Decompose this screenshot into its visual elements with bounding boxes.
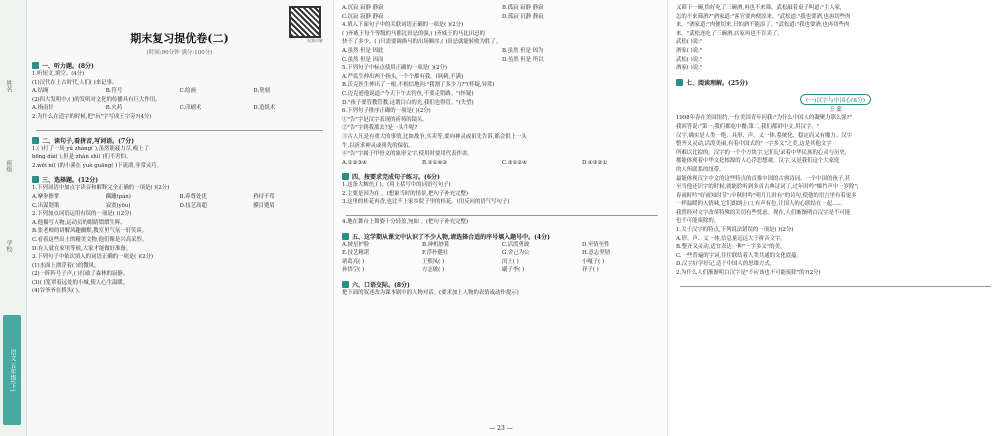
question-line: 1.下列词语中加点字读音和解释完全正确的一项是( )(2分) — [32, 185, 170, 192]
section-pinyin: 二、读句子,看拼音,写词语。(7分) — [32, 136, 327, 145]
question-line: D.汉字好学好记,适于中国人的思维方式。 — [676, 261, 776, 268]
question-line: C.一些普遍的字词,往往联结着人类共通的文化底蕴。 — [676, 252, 802, 259]
option-row: 诸葛亮( ) 王熙凤( ) 闰土( ) 小嘎子( ) — [342, 258, 605, 265]
question-line: B.沃克医生伸出了一根,不相信地问:"我割了多少刀?"(怀疑,异常) — [342, 82, 495, 89]
section-marker-icon — [342, 173, 349, 180]
option-row: C.出谋划策 寂寞(yōu) D.技艺高超 膜目蹙眉 — [32, 202, 275, 209]
question-line: B.张老师的讲解风趣幽默,教室里气氛一轩笑谈。 — [32, 228, 148, 235]
question-line: 4.填入下面句子中的关联词语正确的一项是( )(2分) — [342, 22, 464, 29]
grade-tag: 语文 五年级(下) — [3, 315, 21, 425]
qr-caption: 视频讲解 — [307, 38, 323, 43]
question-line: 2.wēi ní( )的小溪在 yuè guāng( )下流淌,非常灵巧。 — [32, 162, 163, 169]
question-line: 6.下列句子排序正确的一项是( )(2分) — [342, 108, 431, 115]
dialog-line[interactable]: 武松( )说:" — [676, 56, 703, 63]
question-line: 5.下列句子中标点使用正确的一项是( )(2分) — [342, 65, 447, 72]
reading-title: (一)汉字与中国心(8分) — [676, 87, 995, 106]
passage-line: 1998年春在美国纽约,一位美国青年问我:"为什么中国人的凝聚力那么强?" — [676, 115, 853, 122]
passage-line: 所难以比拟的。汉字的一个个方块字,它们记录着中华民族的心灵与历史, — [676, 149, 847, 156]
question-line: C.迈克逊他说道:"今天下午去钓鱼,不要走错路。"(怀疑) — [342, 90, 474, 97]
option-row: A.虽然 但是 因此 B.虽然 但是 因为 — [342, 47, 544, 54]
side-binding-strip — [0, 0, 27, 436]
page-number: — 23 — — [489, 425, 513, 432]
side-label-class: 班级 — [5, 160, 12, 172]
question-line: 2.主要是因为在 。(想象当时的情景,把句子补充完整) — [342, 190, 468, 197]
question-line: (2)四大发明中,( )的发明对文化的传播具有巨大作用。 — [32, 96, 161, 103]
answer-line[interactable] — [346, 207, 658, 216]
section-marker-icon — [342, 281, 349, 288]
author: 王 蒙 — [829, 106, 842, 113]
side-label-name: 姓名 — [5, 80, 12, 92]
question-line: C.看着这些出土的精美文物,他们像是兴高采烈。 — [32, 236, 148, 243]
question-line: 把下面的叙述改为课本剧中的人物对话。(要求加上人物的表情或动作提示) — [342, 290, 519, 297]
answer-line[interactable] — [680, 278, 991, 287]
page-left — [0, 0, 333, 436]
question-line: 快不了多少。( )只需要调换马的出场顺序,( )田忌就能转败为胜了。 — [342, 39, 502, 46]
question-line: A.严监生伸出两个指头,一个个都有我。(讽刺,不满) — [342, 73, 464, 80]
option-row: A.指南针 B.火药 C.印刷术 D.造纸术 — [32, 105, 276, 112]
question-line: 1.听短文,填空。(4分) — [32, 71, 85, 77]
question-line: B.整齐又灵动,适宜表达一种"一字多义"的美。 — [676, 244, 786, 251]
page-middle — [333, 0, 668, 436]
question-line: A.他描写人物,运动员的眼睛熠熠生辉。 — [32, 219, 126, 226]
question-line: 1.( )打了一场 yǔ zhàng( ),虽然筋疲力尽,瘦上了 — [32, 145, 149, 152]
question-line: A.形、声、义一体,信息量远远大于拼音文字。 — [676, 235, 786, 242]
question-line: 4.地在舞台上舞姿十分轻盈,宛如 。(把句子补充完整) — [342, 219, 468, 226]
option-row: C.沉寂 寂静 静寂 D.孤寂 沉静 静寂 — [342, 13, 544, 20]
passage-line: 汉字,确实是人类一绝。具形、声、义一体,系统化、稳定而又有魔力。汉字 — [676, 132, 852, 139]
question-line: (1)水面上漂浮着( )的微风。 — [32, 262, 100, 269]
section-marker-icon — [676, 79, 683, 86]
section-listening: 一、听力题。(8分) — [32, 61, 327, 70]
option-row: A.结绳 B.符号 C.绘画 D.契刻 — [32, 88, 270, 95]
question-line: ③古人凡是有重大的事情,比如战争,买卖等,要向神灵或祖先告诉,都会供上一头 — [342, 133, 527, 140]
question-line: 牛,以祈求神灵或祖先的保佑。 — [342, 142, 414, 149]
passage-line: 一样温暖的人情味,它们朗朗上口,有声有色,让国人的心联结在一起...... — [676, 201, 843, 208]
section-marker-icon — [342, 233, 349, 240]
question-line: D."孩子要管教管教,这谓白白的光,我们也得管。"(失望) — [342, 99, 474, 106]
section-marker-icon — [32, 137, 39, 144]
section-marker-icon — [32, 176, 39, 183]
side-label-school: 学校 — [5, 240, 12, 252]
question-line: 3.这里的桂花再香,也比不上家乡院子里的桂花。(用反问的语气写句子) — [342, 199, 510, 206]
dialog-line[interactable]: 酒家( )说:" — [676, 47, 703, 54]
section-speaking: 六、口语交际。(8分) — [342, 280, 662, 289]
section-choice: 三、选择题。(12分) — [32, 175, 327, 184]
question-line: 1.这条大鲸鱼,( )。(用上括号中的词语写句子) — [342, 182, 451, 189]
question-line: D.有人就在家里等候,大家才能做好准备。 — [32, 245, 132, 252]
passage-line: 来。"酒家道:"肉便切来,只怕酒不能添了。"武松道:"我也要酒,也再切些肉 — [676, 22, 850, 29]
dialog-line[interactable]: 武松( )说:" — [676, 39, 703, 46]
passage-line: 至当他还识字的时候,就能聆听到多首古典诗词了,过年时吟"爆竹声中一岁除"; — [676, 184, 859, 191]
passage-line: 又筛下一碗,恰好吃了三碗酒,再也不来筛。武松敲着桌子叫道:"主人家, — [676, 5, 842, 11]
option-row: A.①②③④ B.②①④③ C.③①②④ D.④③②① — [342, 159, 608, 166]
option-row: E.技艺精湛 F.浮朴健壮 G.舍己为公 H.意志坚韧 — [342, 250, 610, 257]
question-line: ( )齐威王每个等级的马都比田忌的强,( )齐威王的马比田忌的 — [342, 30, 485, 37]
question-line: ①"告"字是汉字表现的祈祷的镜头。 — [342, 116, 428, 123]
passage-line: 我回答说:"第一,我们都吃中餐;第二,我们都讲中文,用汉字。" — [676, 123, 820, 130]
question-line: ②"告"字到我那去?是一头牛呢? — [342, 125, 418, 132]
passage-line: 的人所联系的纽带。 — [676, 166, 725, 173]
question-line: 1.关于汉字的特点,下列说法错误的一项是( )(2分) — [676, 227, 794, 234]
passage-line: 我曾经对文字改革特殊的关切有些忧虑。现在,人们渐渐明白汉字是不可能 — [676, 209, 851, 216]
option-row: A.沉寂 寂静 静寂 B.孤寂 寂静 静寂 — [342, 5, 544, 11]
question-line: ④"告"字属于甲骨文的象形文字,使用时要用代表作讲。 — [342, 151, 473, 158]
passage-line: 怎的不来筛酒?"酒家道:"客官要肉便添来。"武松道:"我也要酒,也再切些肉 — [676, 13, 851, 20]
question-line: (1)汉代在上古时代,人们( )来记事。 — [32, 79, 118, 86]
section-sentences: 四、按要求完成句子练习。(6分) — [342, 172, 662, 181]
question-line: (2)一阵阵号子声,( )打破了森林的寂静。 — [32, 271, 129, 278]
page-right — [667, 0, 1000, 436]
option-row: C.虽然 但是 因而 D.虽然 但是 所以 — [342, 56, 544, 63]
question-line: bēng dài( ),但是 zhàn shì( )们不害怕。 — [32, 154, 132, 161]
option-row: A.摩拳擦掌 蹒跚(pán) B.养尊处优 矜持不苟 — [32, 193, 275, 200]
option-row: 孙悟空( ) 方志敏( ) 刷子李( ) 祥子( ) — [342, 267, 599, 274]
question-line: 2.为什么在造字的时候,把"玩"字写成王字旁?(4分) — [32, 113, 152, 120]
question-line: (3)( )笼罩着远处的小城,使人心生温暖。 — [32, 279, 129, 286]
section-marker-icon — [32, 62, 39, 69]
passage-line: 春雨时吟"好雨知时节";中秋时吟"明月几时有"的诗句,使他的语言里有着更多 — [676, 192, 857, 199]
passage-line: 也不可能废除的。 — [676, 218, 720, 225]
passage-line: 都能体现着中华文化根源的人心浮思想观。汉字,又是我们这个大家庭 — [676, 158, 840, 165]
passage-line: 最能体现汉字中文的这些特点的首推中国的古典诗词。一个中国的孩子,甚 — [676, 175, 851, 182]
question-line: 2.下列加点词语运用有误的一项是( )(2分) — [32, 211, 132, 218]
question-line: 3.下列句子中依次填入的词语正确的一项是( )(2分) — [32, 254, 154, 261]
exam-meta: (时间:90分钟 满分:100分) — [146, 50, 213, 56]
dialog-line[interactable]: 酒家( )说:" — [676, 65, 703, 72]
section-characters: 五、这学期从课文中认识了不少人物,请选择合适的序号填入题号中。(4分) — [342, 232, 662, 241]
question-line: 2.为什么人们渐渐明白汉字是"不应该也不可能废除"的?(2分) — [676, 270, 821, 277]
answer-line[interactable] — [36, 122, 323, 131]
passage-line: 来。"武松连吃了三碗酒,店家再也不肯卖了。 — [676, 30, 783, 37]
section-reading: 七、阅读理解。(25分) — [676, 78, 995, 87]
question-line: (4)谷爷爷在桥头( )。 — [32, 288, 84, 295]
option-row: A.披星护脸 B.神机妙算 C.活泼勇敢 D.至情至性 — [342, 241, 610, 248]
page-title: 期末复习提优卷(二) — [130, 32, 229, 45]
passage-line: 整齐又灵动,活泼美丽,有着中国式的"一字多义"之美,这是其他文字 — [676, 141, 832, 148]
